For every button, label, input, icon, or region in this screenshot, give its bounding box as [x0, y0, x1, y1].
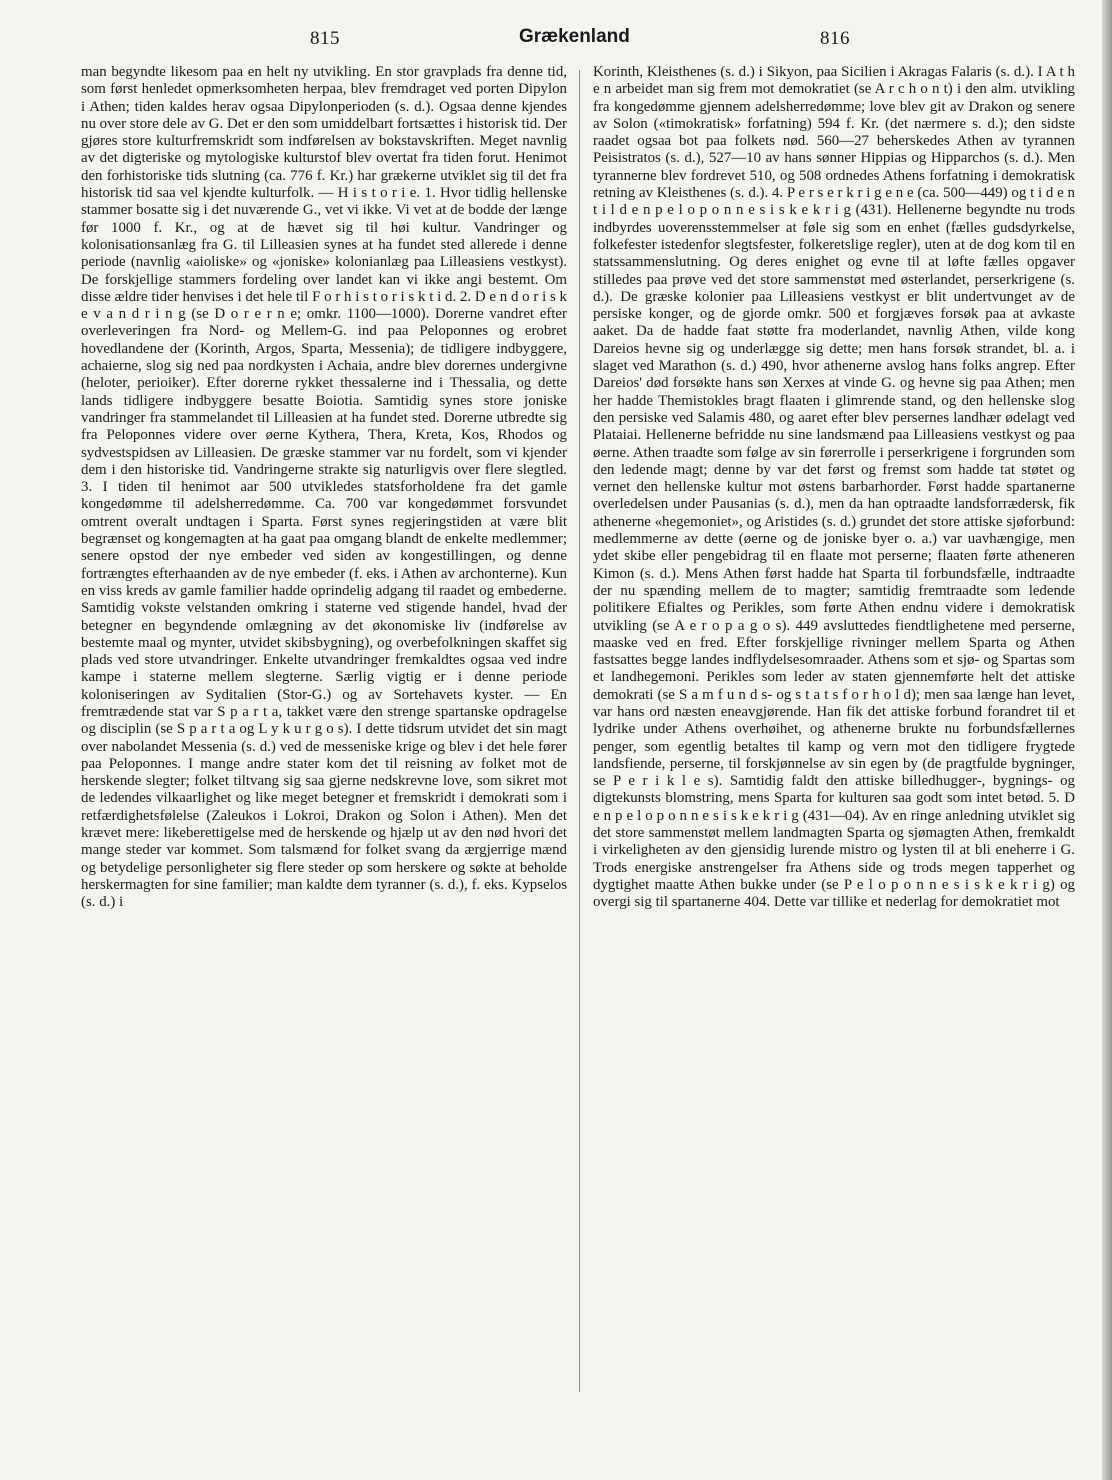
book-spine-edge — [1102, 0, 1112, 1480]
column-left-text: man begyndte likesom paa en helt ny utvikling. En stor gravplads fra denne tid, som først henledet opmerksomheten herpaa, blev fremdraget ved porten Dipylon i Athen; tiden kaldes herav ogsaa Dipylonperioden (s. d.). Ogsaa denne kjendes nu over store dele av G. Det er den som umiddelbart fortsættes i historisk tid. Der gjøres store kulturfremskridt som indførelsen av bokstavskriften. Meget navnlig av det digteriske og mytologiske kulturstof blev overtat fra tiden forut. Henimot den forhistoriske tids slutning (ca. 776 f. Kr.) har grækerne utviklet sig til det fra historisk tid saa vel kjendte kulturfolk. — H i s t o r i e. 1. Hvor tidlig hellenske stammer bosatte sig i det nuværende G., vet vi ikke. Vi vet at de bodde der længe før 1000 f. Kr., og at de hævet sig til høi kultur. Vandringer og kolonisationsanlæg fra G. til Lilleasien synes at ha fundet sted allerede i denne periode (navnlig «aioliske» og «joniske» kolonianlæg paa Lilleasiens vestkyst). De forskjellige stammers fordeling over landet kan vi ikke angi bestemt. Om disse ældre tider henvises i det hele til F o r h i s t o r i s k t i d. 2. D e n d o r i s k e v a n d r i n g (se D o r e r n e; omkr. 1100—1000). Dorerne vandret efter overleveringen fra Nord- og Mellem-G. ind paa Peloponnes og erobret hovedlandene der (Korinth, Argos, Sparta, Messenia); de tidligere indbyggere, achaierne, slog sig ned paa nordkysten i Achaia, andre blev dorernes undergivne (heloter, perioiker). Efter dorerne rykket thessalerne ind i Thessalia, og dette lands tidligere indbyggere besatte Boiotia. Samtidig synes store joniske vandringer fra stammelandet til Lilleasien at ha fundet sted. Dorerne utbredte sig fra Peloponnes videre over øerne Kythera, Thera, Kreta, Kos, Rhodos og sydvestspidsen av Lilleasien. De græske stammer var nu fordelt, som vi kjender dem i den historiske tid. Vandringerne strakte sig naturligvis over flere slegtled. 3. I tiden til henimot aar 500 utvikledes statsforholdene fra det gamle kongedømme til adelsherredømme. Ca. 700 var kongedømmet forsvundet omtrent overalt undtagen i Sparta. Først synes regjeringstiden at være blit begrænset og kongemagten at ha gaat paa omgang blandt de enkelte medlemmer; senere opstod der nye embeder ved siden av kongestillingen, og denne fortrængtes efterhaanden av de nye embeder (f. eks. i Athen av archonterne). Kun en viss kreds av gamle familier hadde oprindelig adgang til raadet og embederne. Samtidig vokste velstanden omkring i staterne ved stigende handel, hvad der betegner en begyndende omlægning av det økonomiske liv (indførelse av bestemte maal og mynter, utvidet skibsbygning), og overbefolkningen skaffet sig plads ved store utvandringer. Enkelte utvandringer fremkaldtes ogsaa ved indre kampe i staterne mellem slegterne. Særlig vigtig er i denne periode koloniseringen av Syditalien (Stor-G.) og av Sortehavets kyster. — En fremtrædende stat var S p a r t a, takket være den strenge spartanske opdragelse og disciplin (se S p a r t a og L y k u r g o s). I dette tidsrum utvidet det sin magt over nabolandet Messenia (s. d.) ved de messeniske krige og blev i det hele fører paa Peloponnes. I mange andre stater kom det til reisning av folket mot de herskende slegter; folket tiltvang sig saa gjerne nedskrevne love, som sikret mot de ledendes vilkaarlighet og like meget betegner et fremskridt i demokrati som i retfærdighetsfølelse (Zaleukos i Lokroi, Drakon og Solon i Athen). Men det krævet mere: likeberettigelse med de herskende og hjælp ut av den nød hvori det mange steder var kommet. Som talsmænd for folket svang da ærgjerrige mænd og betydelige personligheter sig flere steder op som herskere og søkte at beholde herskermagten for sine familier; man kaldte dem tyranner (s. d.), f. eks. Kypselos (s. d.) i — [81, 64, 567, 911]
column-divider — [579, 70, 580, 1392]
running-headword: Grækenland — [519, 26, 630, 47]
page-header — [0, 22, 1112, 56]
column-right-text: Korinth, Kleisthenes (s. d.) i Sikyon, paa Sicilien i Akragas Falaris (s. d.). I A t h e n arbeidet man sig frem mot demokratiet (se A r c h o n t) i den alm. utvikling fra kongedømme gjennem adelsherredømme; love blev git av Drakon og senere av Solon («timokratisk» forfatning) 594 f. Kr. (det nærmere s. d.); den sidste raadet ogsaa bot paa folkets nød. 560—27 beherskedes Athen av tyrannen Peisistratos (s. d.), 527—10 av hans sønner Hippias og Hipparchos (s. d.). Men tyrannerne blev fordrevet 510, og 508 ordnedes Athens forfatning i demokratisk retning av Kleisthenes (s. d.). 4. P e r s e r k r i g e n e (ca. 500—449) og t i d e n t i l d e n p e l o p o n n e s i s k e k r i g (431). Hellenerne begyndte nu trods indbyrdes uoverensstemmelser at føle sig som en enhet (fælles gudsdyrkelse, folkefester istedenfor slegtsfester, folkeretslige regler), uten at de dog kom til en statssammenslutning. Og deres enighet og evne til at løfte fælles opgaver stilledes paa prøve ved det store sammenstøt med østerlandet, perserkrigene (s. d.). De græske kolonier paa Lilleasiens vestkyst er blit undertvunget av de persiske konger, og de gjorde omkr. 500 et forgjæves forsøk paa at avkaste aaket. Da de hadde faat støtte fra moderlandet, navnlig Athen, vilde kong Dareios hevne sig og underlægge sig dette; men hans forsøk strandet, bl. a. i slaget ved Marathon (s. d.) 490, hvor athenerne avslog hans folks angrep. Efter Dareios' død forsøkte hans søn Xerxes at vinde G. og hevne sig paa Athen; men her hadde Themistokles bragt flaaten i glimrende stand, og den hellenske slog den persiske ved Salamis 480, og aaret efter blev persernes landhær ødelagt ved Plataiai. Hellenerne befridde nu sine landsmænd paa Lilleasiens vestkyst og paa øerne. Athen traadte som følge av sin førerrolle i perserkrigene i forgrunden som den ledende magt; denne by var det først og fremst som hadde tat støtet og vernet den hellenske kultur mot østens barbarhorder. Først hadde spartanerne overledelsen under Pausanias (s. d.), men da han optraadte landsforrædersk, fik athenerne «hegemoniet», og Aristides (s. d.) grundet det store attiske sjøforbund: medlemmerne av dette (øerne og de joniske byer o. a.) var uavhængige, men ydet skibe eller pengebidrag til en flaate mot perserne; flaaten førte atheneren Kimon (s. d.). Mens Athen først hadde hat Sparta til forbundsfælle, indtraadte der nu spænding mellem de to magter; samtidig fremtraadte som ledende politikere Efialtes og Perikles, som førte Athen endnu videre i demokratisk utvikling (se A e r o p a g o s). 449 avsluttedes fiendtlighetene med perserne, maaske ved en fred. Efter forskjellige rivninger mellem Sparta og Athen fastsattes begge landes indflydelsesomraader. Athens som et sjø- og Spartas som et landhegemoni. Perikles som leder av staten gjennemførte helt det attiske demokrati (se S a m f u n d s- og s t a t s f o r h o l d); men saa længe han levet, var hans ord næsten eneavgjørende. Han fik det attiske forbund forandret til et lydrike under Athens overhøihet, og athenerne brukte nu forbundsfællernes penger, som egentlig betaltes til kamp og vern mot den tidligere frygtede landsfiende, perserne, til forskjønnelse av sin egen by (de pragtfulde bygninger, se P e r i k l e s). Samtidig faldt den attiske billedhugger-, bygnings- og digtekunsts blomstring, mens Sparta for kulturen saa godt som intet betød. 5. D e n p e l o p o n n e s i s k e k r i g (431—04). Av en ringe anledning utviklet sig det store sammenstøt mellem landmagten Sparta og sjømagten Athen, fremkaldt i virkeligheten av den gjensidig lurende mistro og lysten til at bli eneherre i G. Trods energiske anstrengelser fra Athens side og trods megen tapperhet og dygtighet maatte Athen bukke under (se P e l o p o n n e s i s k e k r i g) og overgi sig til spartanerne 404. Dette var tillike et nederlag for demokratiet mot — [593, 64, 1075, 911]
page-number-right: 816 — [820, 28, 850, 49]
column-left — [81, 64, 567, 1404]
page-number-left: 815 — [310, 28, 340, 49]
column-right — [593, 64, 1075, 1404]
